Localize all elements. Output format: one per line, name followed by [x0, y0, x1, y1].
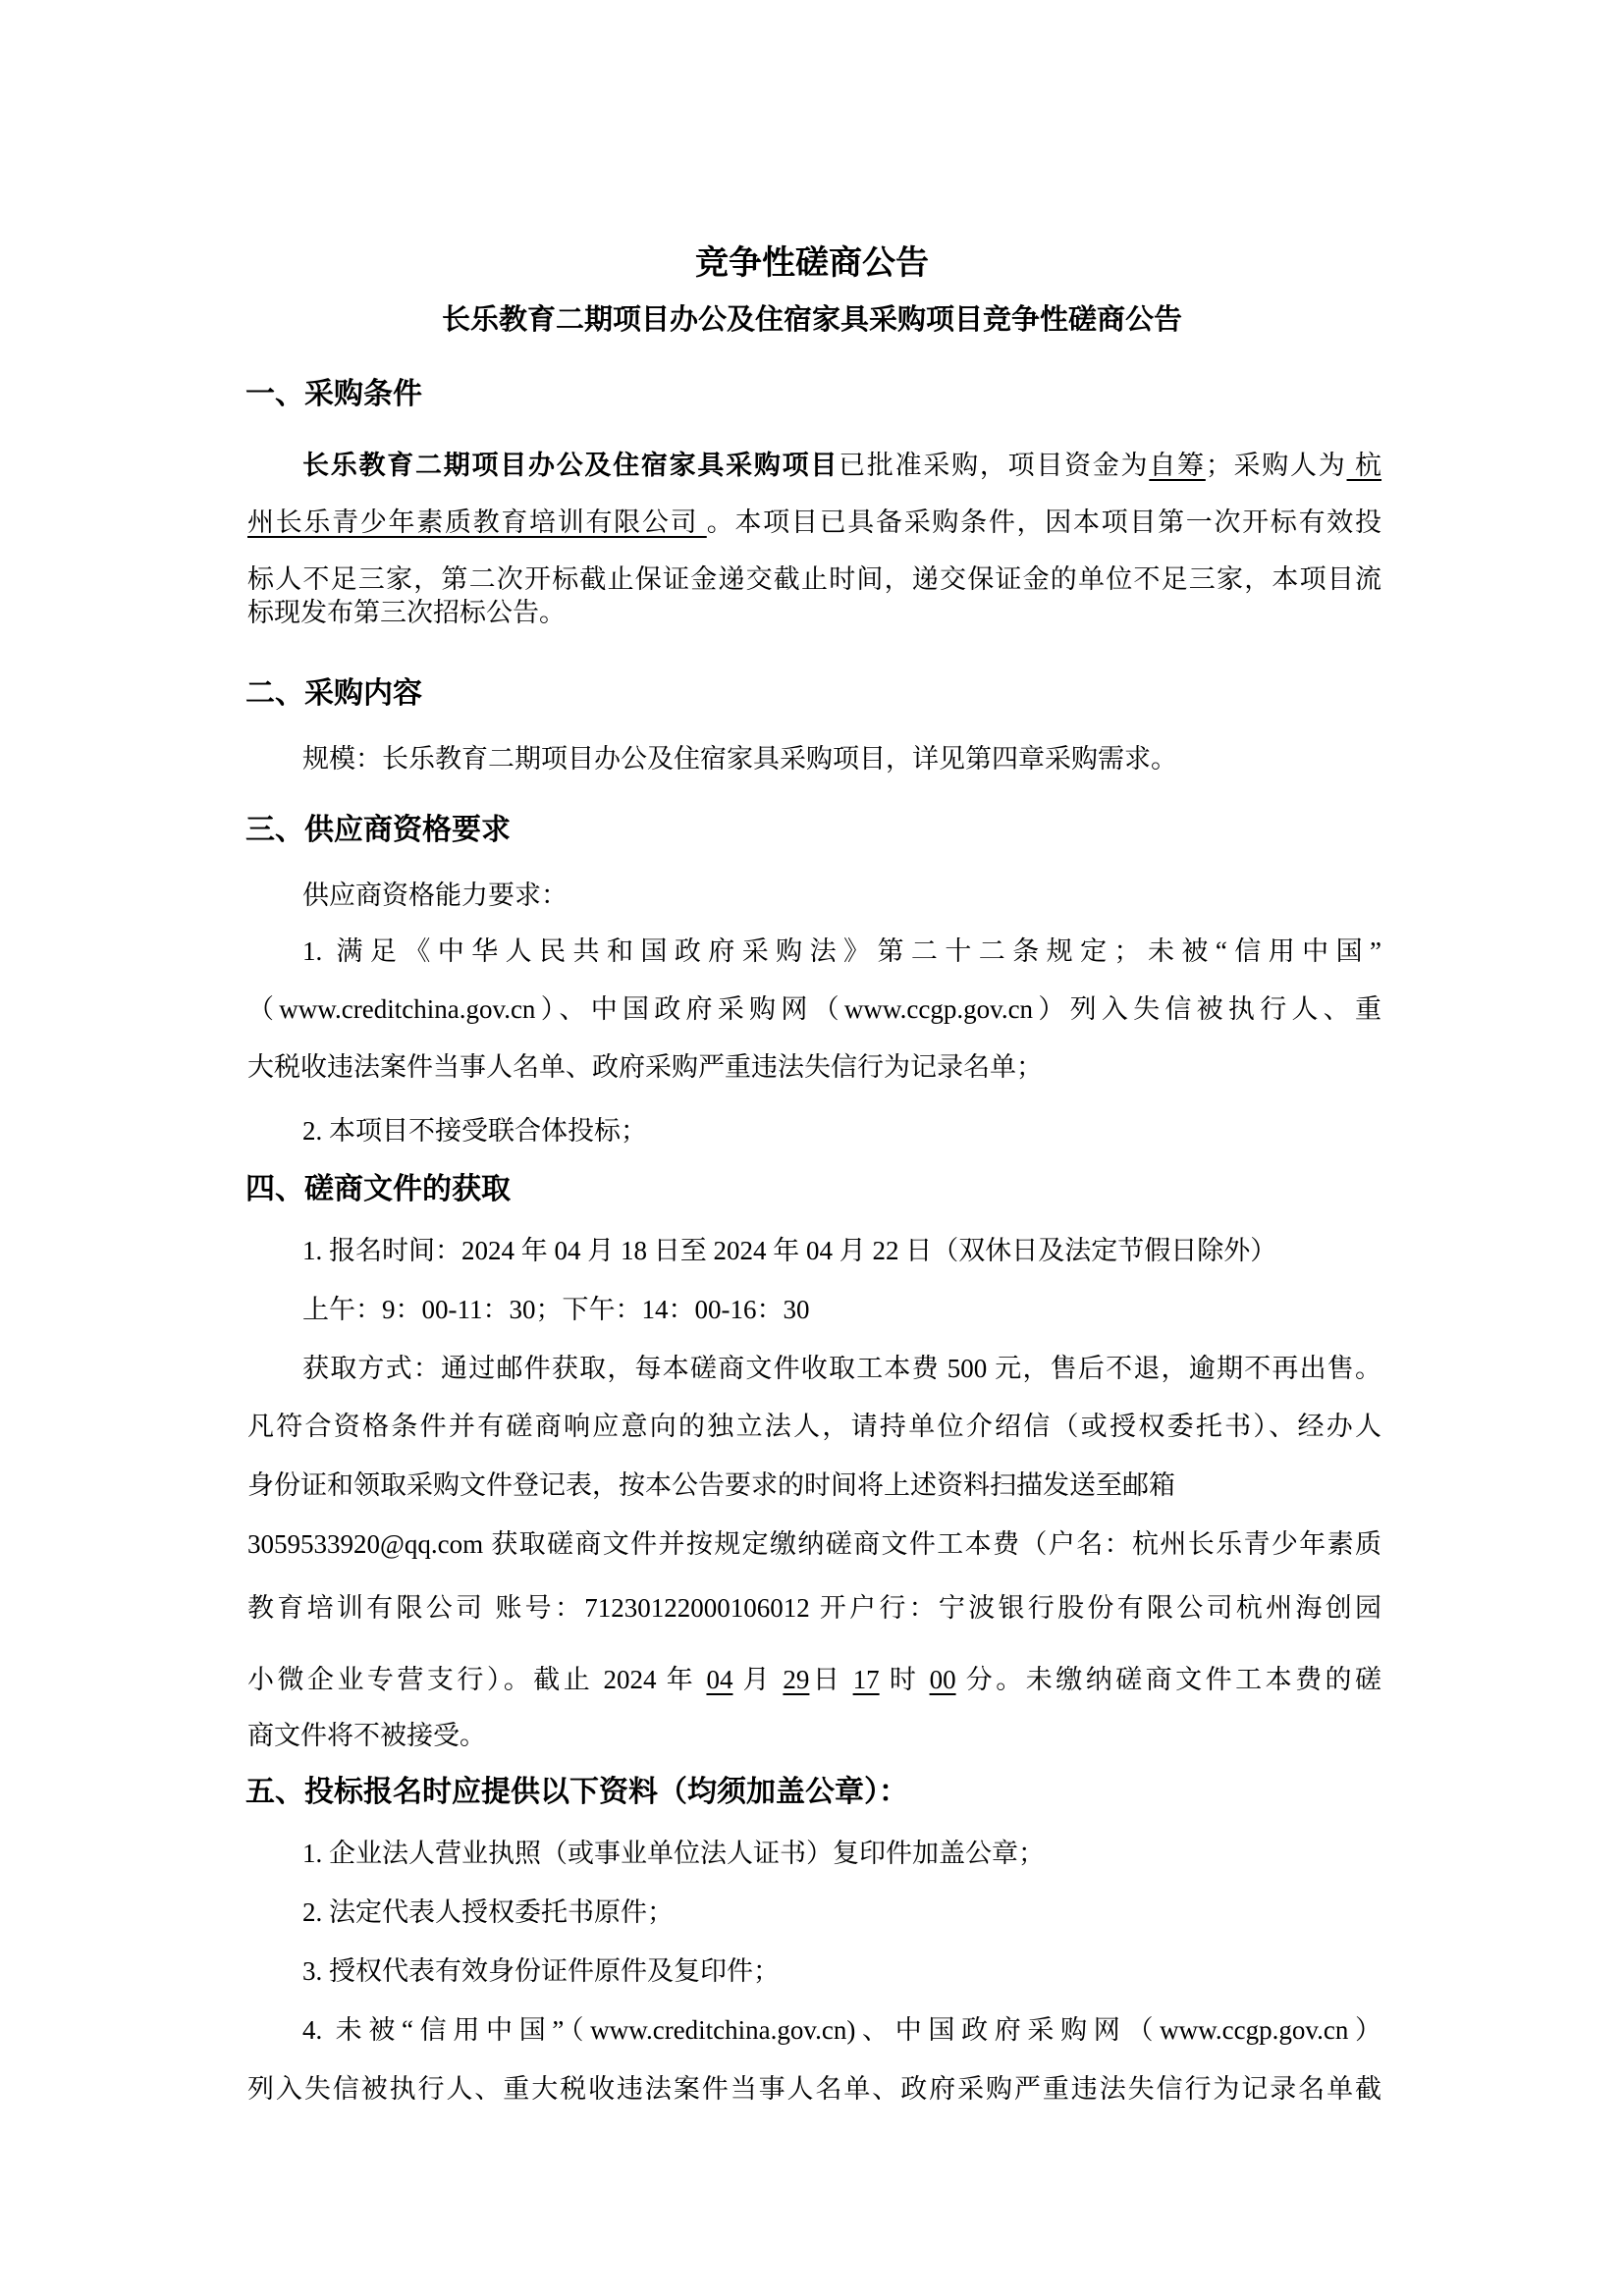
text-segment: 小微企业专营支行）。截止 2024 年 — [247, 1665, 707, 1694]
paragraph-line: 3. 授权代表有效身份证件原件及复印件； — [302, 1956, 780, 1986]
paragraph-line: 大税收违法案件当事人名单、政府采购严重违法失信行为记录名单； — [247, 1052, 1043, 1082]
underlined-text: 29 — [783, 1665, 810, 1694]
underlined-text: 17 — [852, 1665, 880, 1694]
underlined-text: 杭 — [1346, 451, 1382, 480]
paragraph-line: 2. 本项目不接受联合体投标； — [302, 1116, 647, 1146]
paragraph-line: 身份证和领取采购文件登记表，按本公告要求的时间将上述资料扫描发送至邮箱 — [247, 1470, 1175, 1500]
paragraph-line: 标现发布第三次招标公告。 — [247, 598, 566, 627]
bold-text: 长乐教育二期项目办公及住宿家具采购项目 — [302, 451, 839, 480]
text-segment: 分。未缴纳磋商文件工本费的磋 — [955, 1665, 1382, 1694]
paragraph-line: 规模：长乐教育二期项目办公及住宿家具采购项目，详见第四章采购需求。 — [302, 744, 1177, 774]
paragraph-line: 凡符合资格条件并有磋商响应意向的独立法人，请持单位介绍信（或授权委托书）、经办人 — [247, 1412, 1381, 1441]
section-heading-1: 一、采购条件 — [245, 378, 422, 410]
paragraph-line: 3059533920@qq.com 获取磋商文件并按规定缴纳磋商文件工本费（户名：杭州长乐青少年素质 — [247, 1529, 1381, 1559]
text-segment: 已批准采购，项目资金为 — [839, 451, 1150, 480]
section-heading-2: 二、采购内容 — [245, 677, 422, 710]
text-segment: 。本项目已具备采购条件，因本项目第一次开标有效投 — [706, 507, 1382, 537]
underlined-text: 00 — [929, 1665, 956, 1694]
paragraph-line: 列入失信被执行人、重大税收违法案件当事人名单、政府采购严重违法失信行为记录名单截 — [247, 2074, 1381, 2104]
underlined-text: 州长乐青少年素质教育培训有限公司 — [247, 507, 707, 537]
section-heading-3: 三、供应商资格要求 — [245, 814, 511, 846]
paragraph-line: 供应商资格能力要求： — [302, 881, 568, 910]
paragraph-line — [247, 448, 1381, 483]
paragraph-line: 上午：9：00-11：30；下午：14：00-16：30 — [302, 1295, 810, 1324]
underlined-text: 自筹 — [1149, 451, 1206, 480]
paragraph-line: 1. 报名时间：2024 年 04 月 18 日至 2024 年 04 月 22 日（双休日及法定节假日除外） — [302, 1236, 1277, 1265]
paragraph-line: 标人不足三家，第二次开标截止保证金递交截止时间，递交保证金的单位不足三家，本项目流 — [247, 564, 1381, 594]
text-segment: 时 — [879, 1665, 930, 1694]
paragraph-line: 4. 未被“信用中国”（www.creditchina.gov.cn)、中国政府采购网（www.ccgp.gov.cn） — [302, 2015, 1381, 2045]
paragraph-line — [247, 505, 1381, 540]
paragraph-line — [247, 1662, 1381, 1697]
page-subtitle: 长乐教育二期项目办公及住宿家具采购项目竞争性磋商公告 — [441, 304, 1182, 336]
paragraph-line: 获取方式：通过邮件获取，每本磋商文件收取工本费 500 元，售后不退，逾期不再出售。 — [302, 1354, 1381, 1383]
text-segment: 月 — [732, 1665, 784, 1694]
section-heading-5: 五、投标报名时应提供以下资料（均须加盖公章）： — [245, 1776, 908, 1808]
paragraph-line: 2. 法定代表人授权委托书原件； — [302, 1897, 674, 1927]
paragraph-line: 教育培训有限公司 账号：71230122000106012 开户行：宁波银行股份有限公司杭州海创园 — [247, 1593, 1381, 1623]
paragraph-line: 1. 满足《中华人民共和国政府采购法》第二十二条规定；未被“信用中国” — [302, 936, 1381, 966]
paragraph-line: 1. 企业法人营业执照（或事业单位法人证书）复印件加盖公章； — [302, 1839, 1045, 1868]
paragraph-line: 商文件将不被接受。 — [247, 1721, 486, 1750]
text-segment: ；采购人为 — [1205, 451, 1347, 480]
paragraph-line: （www.creditchina.gov.cn）、中国政府采购网（www.ccgp.gov.cn）列入失信被执行人、重 — [247, 994, 1381, 1024]
text-segment: 日 — [809, 1665, 853, 1694]
underlined-text: 04 — [706, 1665, 733, 1694]
page-title: 竞争性磋商公告 — [695, 244, 929, 282]
section-heading-4: 四、磋商文件的获取 — [245, 1173, 511, 1205]
